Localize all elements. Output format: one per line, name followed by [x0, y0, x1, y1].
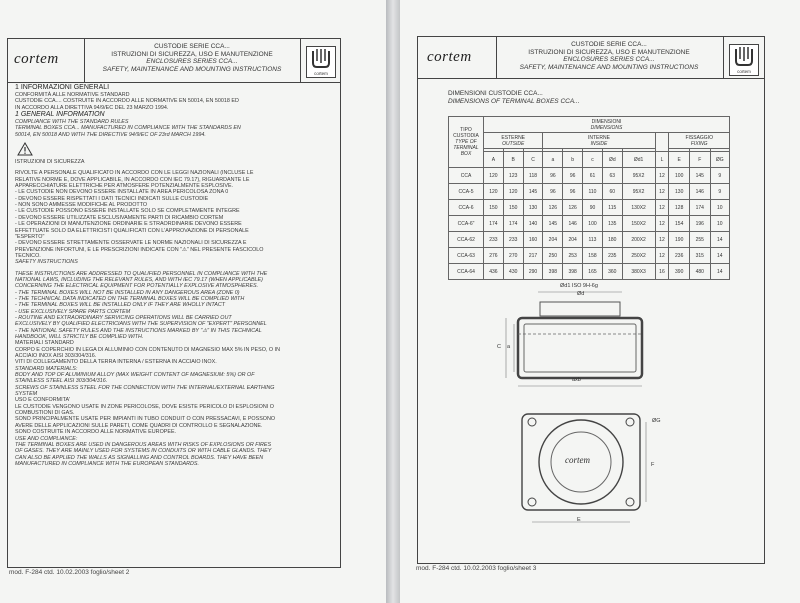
table-cell: 14 — [710, 232, 729, 248]
body-line: CUSTODIE CCA.... COSTRUITE IN ACCORDO ALLE NORMATIVE EN 50014, EN 50018 ED — [15, 98, 239, 105]
body-line: - LE CUSTODIE POSSONO ESSERE INSTALLATE SOLO SE COMPLETAMENTE INTEGRE — [15, 208, 240, 215]
body-line: MATERIALI STANDARD — [15, 340, 74, 347]
row-code: CCA-6" — [449, 216, 484, 232]
fixing-hole — [528, 498, 536, 506]
table-cell: 200X2 — [622, 232, 655, 248]
table-cell: 10 — [710, 216, 729, 232]
body-line: PREVENZIONE INFORTUNI, E LE PRESCRIZIONI INDICATE CON "⚠" NEL PRESENTE FASCICOLO — [15, 246, 264, 253]
body-line: SONO COSTRUITE IN ACCORDO ALLE NORMATIVE EUROPEE. — [15, 429, 177, 436]
table-cell: 145 — [689, 168, 710, 184]
column-letter: a — [543, 152, 563, 168]
left-footer: mod. F-284 ctd. 10.02.2003 foglio/sheet 2 — [9, 569, 130, 576]
body-line: STANDARD MATERIALS: — [15, 365, 78, 372]
body-line: STAINLESS STEEL AISI 303/304/316. — [15, 378, 108, 385]
body-line: SONO PRINCIPALMENTE USATE PER IMPIANTI IN TUBO CONDUIT O CON PRESSACAVI, E POSSONO — [15, 416, 276, 423]
table-row — [449, 264, 730, 280]
table-cell: 12 — [655, 184, 669, 200]
row-code: CCA-5 — [449, 184, 484, 200]
table-cell: 9 — [710, 184, 729, 200]
table-cell: 250 — [543, 248, 563, 264]
body-line: RELATIVE NORME E, DOVE APPLICABILE, IN ACCORDO CON IEC 79.17), RIGUARDANTE LE — [15, 176, 250, 183]
column-letter: L — [655, 152, 669, 168]
body-line: EFFETTUATE SOLO DA ELETTRICISTI QUALIFICATI CON L'APPROVAZIONE DI PERSONALE — [15, 227, 249, 234]
row-code: CCA-64 — [449, 264, 484, 280]
body-line: HANDBOOK, WILL STRICTLY BE COMPLIED WITH. — [15, 334, 144, 340]
table-cell: 145 — [523, 184, 543, 200]
table-cell: 95X2 — [622, 168, 655, 184]
table-cell: 174 — [503, 216, 523, 232]
table-cell: 380X3 — [622, 264, 655, 280]
body-line: - ROUTINE AND EXTRAORDINARY SERVICING OPERATIONS WILL BE CARRIED OUT — [15, 314, 232, 321]
table-row — [449, 232, 730, 248]
table-cell: 61 — [583, 168, 603, 184]
body-line: - DEVONO ESSERE STRETTAMENTE OSSERVATE LE NORME NAZIONALI DI SICUREZZA E — [15, 240, 247, 247]
table-cell: 12 — [655, 248, 669, 264]
label-axb: axb — [572, 377, 581, 383]
label-f: F — [651, 462, 655, 468]
body-line: - THE TECHNICAL DATA INDICATED ON THE TERMINAL BOXES WILL BE COMPLIED WITH — [15, 295, 245, 302]
enclosure-side-view — [518, 318, 642, 378]
body-line: TECNICO. — [15, 252, 41, 259]
table-cell: 315 — [689, 248, 710, 264]
fixing-hole — [626, 498, 634, 506]
table-cell: 63 — [602, 168, 622, 184]
table-cell: 12 — [655, 216, 669, 232]
body-line: CORPO E COPERCHIO IN LEGA DI ALLUMINIO CON CONTENUTO DI MAGNESIO MAX 5% IN PESO, O IN — [15, 346, 280, 353]
table-cell: 204 — [563, 232, 583, 248]
table-cell: 120 — [503, 184, 523, 200]
inside-header: INTERNE INSIDE — [543, 133, 655, 149]
table-cell: 390 — [669, 264, 690, 280]
table-cell: 135 — [602, 216, 622, 232]
table-cell: 236 — [669, 248, 690, 264]
table-cell: 96 — [563, 168, 583, 184]
body-line: - THE TERMINAL BOXES WILL NOT BE INSTALLED IN ANY DANGEROUS AREA (ZONE 0) — [15, 289, 240, 296]
body-line: - NON SONO AMMESSE MODIFICHE AL PRODOTTO — [15, 202, 148, 209]
label-d1: Ød1 ISO 9H-6g — [560, 283, 598, 289]
table-row — [449, 168, 730, 184]
table-cell: 150 — [503, 200, 523, 216]
body-line: - THE TERMINAL BOXES WILL BE INSTALLED ONLY IF THEY ARE WHOLLY INTACT — [15, 302, 226, 309]
emblem-icon — [730, 45, 758, 69]
column-letter: B — [503, 152, 523, 168]
table-cell: 126 — [543, 200, 563, 216]
table-cell: 436 — [484, 264, 504, 280]
table-cell: 126 — [563, 200, 583, 216]
body-line: CAN ALSO BE APPLIED THE WALLS AS SIGNALLING AND CONTROL BOARDS. THEY HAVE BEEN — [15, 454, 264, 461]
label-e: E — [577, 517, 581, 523]
table-cell: 276 — [484, 248, 504, 264]
table-cell: 253 — [563, 248, 583, 264]
table-cell: 165 — [583, 264, 603, 280]
body-line: USE AND COMPLIANCE: — [15, 435, 78, 442]
table-cell: 113 — [583, 232, 603, 248]
table-cell: 12 — [655, 232, 669, 248]
dims-header: DIMENSIONI DIMENSIONS — [484, 117, 730, 133]
table-cell: 110 — [583, 184, 603, 200]
body-line: 50014, EN 50018 AND WITH THE DIRECTIVE 94/9/EC OF 23rd MARCH 1994. — [15, 131, 206, 138]
table-cell: 233 — [484, 232, 504, 248]
table-row — [449, 216, 730, 232]
top-boss — [540, 302, 620, 316]
table-cell: 120 — [484, 184, 504, 200]
body-line: MANUFACTURED IN COMPLIANCE WITH THE EUROPEAN STANDARDS. — [15, 460, 199, 467]
body-line: SYSTEM — [15, 391, 38, 398]
column-letter: Ød — [602, 152, 622, 168]
body-line: IN ACCORDO ALLA DIRETTIVA 94/9/EC DEL 23 MARZO 1994. — [15, 104, 169, 111]
body-line: - LE CUSTODIE NON DEVONO ESSERE INSTALLATE IN AREA PERICOLOSA ZONA 0 — [15, 189, 229, 196]
header-text: CUSTODIE SERIE CCA... ISTRUZIONI DI SICUREZZA, USO E MANUTENZIONE ENCLOSURES SERIES CCA... SAFETY, MAINTENANCE AND MOUNTING INSTRUCTIONS — [519, 41, 699, 71]
table-cell: 290 — [523, 264, 543, 280]
table-cell: 174 — [689, 200, 710, 216]
column-letter: c — [583, 152, 603, 168]
table-cell: 146 — [563, 216, 583, 232]
left-body-text — [15, 84, 335, 467]
table-cell: 145 — [543, 216, 563, 232]
body-line: SAFETY INSTRUCTIONS — [15, 259, 78, 266]
table-cell: 100 — [583, 216, 603, 232]
body-line: EXCLUSIVELY BY QUALIFIED ELECTRICIANS WITH THE SUPERVISION OF "EXPERT" PERSONNEL — [15, 321, 267, 328]
body-line: THE TERMINAL BOXES ARE USED IN DANGEROUS AREAS WITH RISKS OF EXPLOSIONS OR FIRES — [15, 441, 272, 448]
table-cell: 115 — [602, 200, 622, 216]
fixing-header: FISSAGGIO FIXING — [669, 133, 730, 149]
body-line: 1 GENERAL INFORMATION — [15, 111, 105, 119]
label-g: ØG — [652, 418, 661, 424]
body-line: VITI DI COLLEGAMENTO DELLA TERRA INTERNA / ESTERNA IN ACCIAIO INOX. — [15, 359, 217, 366]
body-line: NATIONAL LAWS, INCLUDING THE RELEVANT RULES, AND WITH IEC 79.17 (WHEN APPLICABLE) — [15, 276, 263, 283]
type-header: TIPO CUSTODIA TYPE OF TERMINAL BOX — [449, 117, 484, 168]
table-cell: 250X2 — [622, 248, 655, 264]
outside-header: ESTERNE OUTSIDE — [484, 133, 543, 149]
table-cell: 16 — [655, 264, 669, 280]
body-line: BODY AND TOP OF ALUMINIUM ALLOY (MAX WEIGHT CONTENT OF MAGNESIUM: 5%) OR OF — [15, 372, 255, 379]
table-cell: 130 — [669, 184, 690, 200]
body-line: AVERE DELLE APPLICAZIONI SULLE PARETI, COME QUADRI DI CONTROLLO E SEGNALAZIONE. — [15, 422, 263, 429]
label-a: a — [507, 344, 511, 350]
cortem-emblem: cortem — [306, 46, 336, 78]
left-page — [0, 0, 386, 603]
label-c: C — [497, 344, 501, 350]
body-line: ACCIAIO INOX AISI 303/304/316. — [15, 353, 97, 360]
body-line: ISTRUZIONI DI SICUREZZA — [15, 159, 85, 166]
column-letter: C — [523, 152, 543, 168]
table-cell: 180 — [602, 232, 622, 248]
table-cell: 174 — [484, 216, 504, 232]
table-cell: 96 — [543, 184, 563, 200]
body-line: USO E CONFORMITA' — [15, 397, 71, 404]
table-cell: 146 — [689, 184, 710, 200]
body-line: "ESPERTO" — [15, 233, 45, 240]
table-cell: 96 — [563, 184, 583, 200]
table-cell: 160 — [523, 232, 543, 248]
table-header-row — [449, 133, 730, 149]
table-cell: 60 — [602, 184, 622, 200]
row-code: CCA-63 — [449, 248, 484, 264]
dimensions-caption: DIMENSIONI CUSTODIE CCA... DIMENSIONS OF TERMINAL BOXES CCA... — [448, 90, 580, 105]
right-footer: mod. F-284 ctd. 10.02.2003 foglio/sheet 3 — [416, 565, 537, 572]
table-cell: 217 — [523, 248, 543, 264]
table-cell: 123 — [503, 168, 523, 184]
table-row — [449, 184, 730, 200]
column-letter: ØG — [710, 152, 729, 168]
table-cell: 398 — [543, 264, 563, 280]
right-page — [400, 0, 800, 603]
table-cell: 235 — [602, 248, 622, 264]
warning-icon — [17, 142, 33, 156]
body-line: LE CUSTODIE VENGONO USATE IN ZONE PERICOLOSE, DOVE ESISTE PERICOLO DI ESPLOSIONI O — [15, 403, 274, 410]
body-line: - USE EXCLUSIVELY SPARE PARTS CORTEM — [15, 308, 131, 315]
dimensions-table — [448, 116, 730, 280]
body-line: - LE OPERAZIONI DI MANUTENZIONE ORDINARIE E STRAORDINARIE DEVONO ESSERE — [15, 221, 242, 228]
technical-drawing — [500, 282, 650, 532]
table-cell: 140 — [523, 216, 543, 232]
table-cell: 398 — [563, 264, 583, 280]
table-cell: 430 — [503, 264, 523, 280]
table-cell: 90 — [583, 200, 603, 216]
body-line: TERMINAL BOXES CCA... MANUFACTURED IN COMPLIANCE WITH THE STANDARDS EN — [15, 125, 241, 132]
table-row — [449, 200, 730, 216]
column-letter: E — [669, 152, 690, 168]
page-gutter — [386, 0, 400, 603]
table-cell: 130 — [523, 200, 543, 216]
table-cell: 190 — [669, 232, 690, 248]
body-line: RIVOLTE A PERSONALE QUALIFICATO IN ACCORDO CON LE LEGGI NAZIONALI (INCLUSE LE — [15, 170, 254, 177]
table-cell: 480 — [689, 264, 710, 280]
body-line: COMPLIANCE WITH THE STANDARD RULES — [15, 119, 129, 126]
table-cell: 154 — [669, 216, 690, 232]
cortem-logo: cortem — [14, 51, 59, 67]
row-code: CCA-6 — [449, 200, 484, 216]
table-cell: 100 — [669, 168, 690, 184]
table-cell: 96 — [543, 168, 563, 184]
table-cell: 150 — [484, 200, 504, 216]
table-cell: 130X2 — [622, 200, 655, 216]
cover-logo: cortem — [565, 455, 590, 465]
cortem-logo: cortem — [427, 49, 472, 65]
body-line: - THE NATIONAL SAFETY RULES AND THE INSTRUCTIONS MARKED BY "⚠" IN THIS TECHNICAL — [15, 327, 262, 334]
column-letter: F — [689, 152, 710, 168]
table-cell: 196 — [689, 216, 710, 232]
table-row — [449, 248, 730, 264]
table-cell: 12 — [655, 168, 669, 184]
table-cell: 360 — [602, 264, 622, 280]
table-cell: 120 — [484, 168, 504, 184]
table-cell: 95X2 — [622, 184, 655, 200]
table-cell: 204 — [543, 232, 563, 248]
fixing-hole — [626, 418, 634, 426]
body-line: COMBUSTIONI DI GAS. — [15, 410, 75, 417]
column-letters-row — [449, 152, 730, 168]
table-cell: 158 — [583, 248, 603, 264]
table-cell: 118 — [523, 168, 543, 184]
table-cell: 10 — [710, 200, 729, 216]
table-header-row — [449, 117, 730, 133]
emblem-icon — [307, 47, 335, 71]
body-line: 1 INFORMAZIONI GENERALI — [15, 84, 110, 91]
table-cell: 128 — [669, 200, 690, 216]
label-d: Ød — [577, 291, 585, 297]
cortem-emblem: cortem — [729, 44, 759, 76]
body-line: CONCERNING THE ELECTRICAL EQUIPMENT FOR POTENTIALLY EXPLOSIVE ATMOSPHERES. — [15, 283, 259, 290]
column-letter: A — [484, 152, 504, 168]
table-cell: 14 — [710, 264, 729, 280]
table-cell: 9 — [710, 168, 729, 184]
column-letter: Ød1 — [622, 152, 655, 168]
fixing-hole — [528, 418, 536, 426]
table-cell: 233 — [503, 232, 523, 248]
table-cell: 14 — [710, 248, 729, 264]
row-code: CCA-62 — [449, 232, 484, 248]
body-line: SCREWS OF STAINLESS STEEL FOR THE CONNECTION WITH THE INTERNAL/EXTERNAL EARTHING — [15, 384, 275, 391]
header-text: CUSTODIE SERIE CCA... ISTRUZIONI DI SICUREZZA, USO E MANUTENZIONE ENCLOSURES SERIES CCA... SAFETY, MAINTENANCE AND MOUNTING INSTRUCTIONS — [102, 43, 282, 73]
body-line: APPARECCHIATURE ELETTRICHE PER ATMOSFERE POTENZIALMENTE ESPLOSIVE. — [15, 183, 234, 190]
table-cell: 270 — [503, 248, 523, 264]
body-line: OF GASES. THEY ARE MAINLY USED FOR SYSTEMS IN CONDUITS OR WITH CABLE GLANDS. THEY — [15, 448, 272, 455]
body-line: - DEVONO ESSERE UTILIZZATE ESCLUSIVAMENTE PARTI DI RICAMBIO CORTEM — [15, 214, 224, 221]
column-letter: b — [563, 152, 583, 168]
table-cell: 12 — [655, 200, 669, 216]
body-line: THESE INSTRUCTIONS ARE ADDRESSED TO QUALIFIED PERSONNEL IN COMPLIANCE WITH THE — [15, 270, 268, 277]
body-line: CONFORMITÀ ALLE NORMATIVE STANDARD — [15, 92, 130, 98]
blank-header — [655, 133, 669, 152]
body-line: - DEVONO ESSERE RISPETTATI I DATI TECNICI INDICATI SULLE CUSTODIE — [15, 195, 209, 202]
table-cell: 255 — [689, 232, 710, 248]
table-cell: 150X2 — [622, 216, 655, 232]
row-code: CCA — [449, 168, 484, 184]
